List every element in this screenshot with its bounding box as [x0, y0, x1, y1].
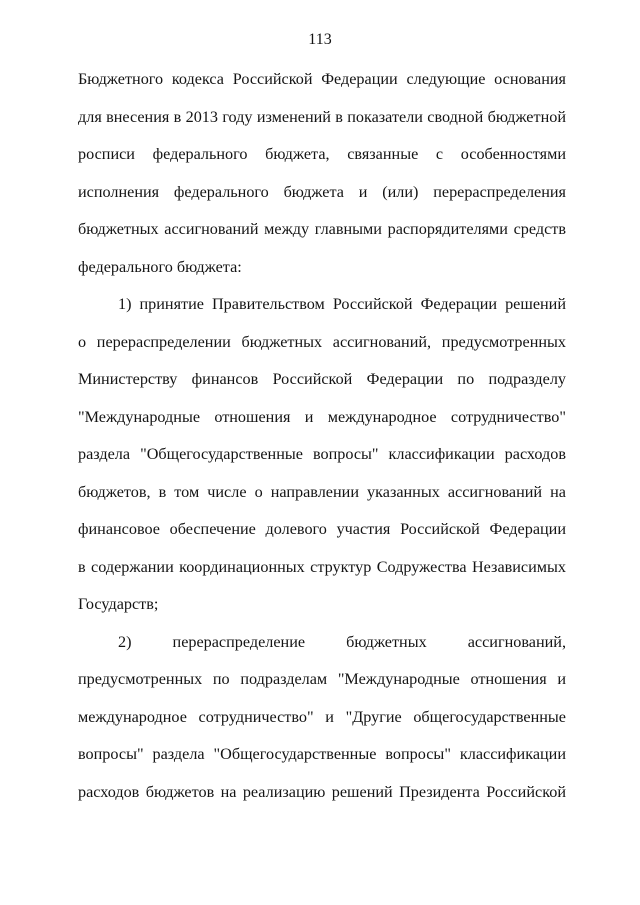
text-line: о перераспределении бюджетных ассигнований, предусмотренных: [78, 333, 566, 351]
text-line: Государств;: [78, 595, 159, 613]
text-line: международное сотрудничество" и "Другие общегосударственные: [78, 708, 566, 726]
text-line: федерального бюджета:: [78, 258, 242, 276]
text-line: для внесения в 2013 году изменений в показатели сводной бюджетной: [78, 108, 566, 126]
text-line: финансовое обеспечение долевого участия Российской Федерации: [78, 520, 566, 538]
text-line: "Международные отношения и международное сотрудничество": [78, 408, 566, 426]
text-line: бюджетов, в том числе о направлении указанных ассигнований на: [78, 483, 566, 501]
text-line: Министерству финансов Российской Федерации по подразделу: [78, 370, 566, 388]
text-line: 1) принятие Правительством Российской Федерации решений: [118, 295, 566, 313]
text-line: расходов бюджетов на реализацию решений Президента Российской: [78, 783, 566, 801]
text-line: Бюджетного кодекса Российской Федерации следующие основания: [78, 70, 566, 88]
text-line: росписи федерального бюджета, связанные с особенностями: [78, 145, 566, 163]
text-line: бюджетных ассигнований между главными распорядителями средств: [78, 220, 566, 238]
text-line: 2) перераспределение бюджетных ассигнований,: [118, 633, 566, 651]
text-line: раздела "Общегосударственные вопросы" классификации расходов: [78, 445, 566, 463]
text-line: предусмотренных по подразделам "Международные отношения и: [78, 670, 566, 688]
text-line: вопросы" раздела "Общегосударственные вопросы" классификации: [78, 745, 566, 763]
page-number: 113: [308, 31, 332, 48]
text-line: исполнения федерального бюджета и (или) перераспределения: [78, 183, 566, 201]
text-line: в содержании координационных структур Содружества Независимых: [78, 558, 566, 576]
